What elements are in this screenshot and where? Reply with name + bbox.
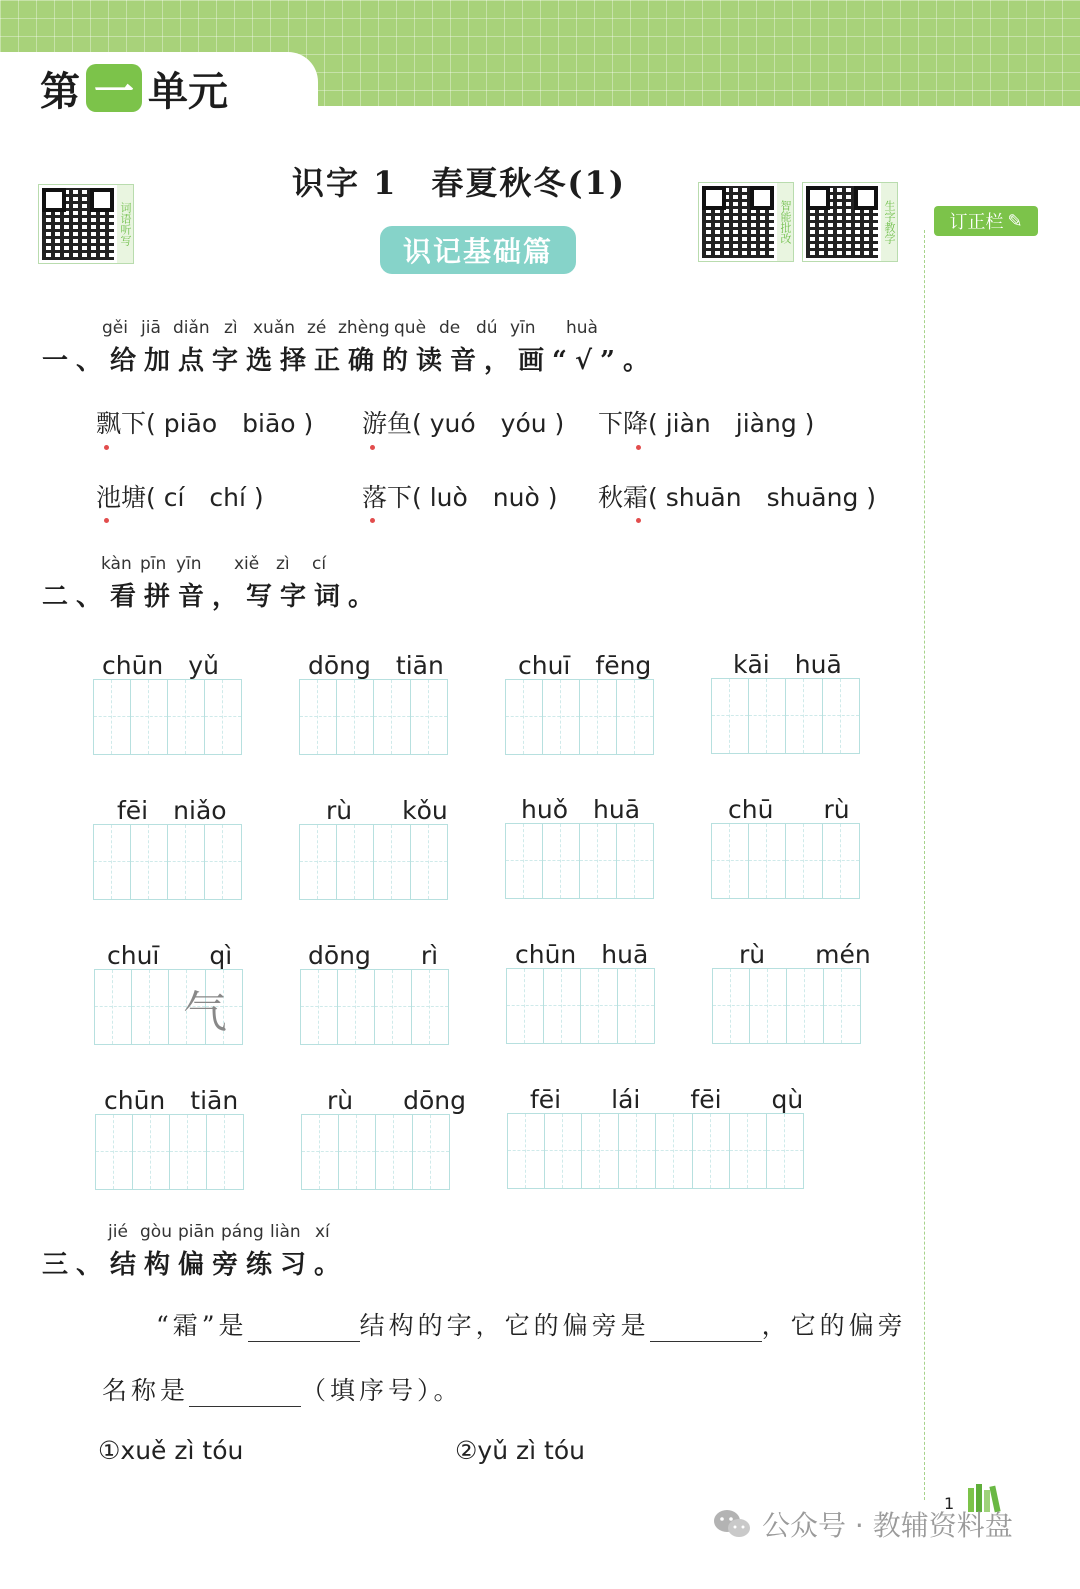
- question-instruction: 给加点字选择正确的读音，画“√”。: [110, 346, 658, 376]
- pinyin: zì: [276, 554, 290, 574]
- pinyin-syllable: kǒu: [402, 796, 448, 825]
- pinyin-syllable: rì: [420, 941, 439, 970]
- qr-label: 词语听写: [117, 185, 133, 263]
- pinyin-prompt: [308, 936, 438, 972]
- lesson-section-badge: 识记基础篇: [380, 226, 576, 274]
- pinyin-syllable: qì: [209, 941, 233, 970]
- pinyin-syllable: rù: [326, 796, 353, 825]
- pinyin-prompt: [728, 790, 850, 826]
- pinyin: xuǎn: [253, 318, 296, 338]
- pinyin-syllable: tiān: [190, 1086, 239, 1115]
- pinyin-syllable: rù: [823, 795, 850, 824]
- pinyin-syllable: huā: [794, 650, 842, 679]
- pinyin: dú: [476, 318, 498, 338]
- choice-word: 游鱼: [362, 409, 413, 438]
- pinyin: gěi: [102, 318, 128, 338]
- writing-grid[interactable]: [711, 678, 860, 754]
- q1-heading: [42, 340, 657, 377]
- question-number: 三、: [42, 1250, 111, 1280]
- pinyin: zhèng: [338, 318, 390, 338]
- pinyin: xiě: [234, 554, 260, 574]
- pinyin-syllable: chūn: [515, 940, 577, 969]
- qr-code-teaching[interactable]: [802, 182, 898, 262]
- pinyin: huà: [566, 318, 598, 338]
- question-number: 一、: [42, 346, 111, 376]
- reading-choice-item: [598, 478, 876, 514]
- pinyin-syllable: fēi: [530, 1085, 562, 1114]
- emphasis-dot: [104, 518, 109, 523]
- q3-text: ，它的偏旁: [761, 1311, 907, 1340]
- pinyin-syllable: huǒ: [521, 795, 568, 824]
- pinyin-prompt: [739, 935, 871, 971]
- qr-code-icon: [803, 183, 881, 261]
- pinyin: què: [394, 318, 427, 338]
- question-instruction: 结构偏旁练习。: [110, 1250, 349, 1280]
- handwritten-character: 气: [183, 987, 227, 1038]
- pinyin-prompt: [521, 790, 640, 826]
- pinyin-syllable: huā: [593, 795, 641, 824]
- pinyin: diǎn: [173, 318, 210, 338]
- pinyin: xí: [315, 1222, 330, 1242]
- q3-text: 名称是: [102, 1376, 190, 1405]
- writing-grid[interactable]: [299, 824, 448, 900]
- pinyin-syllable: rù: [327, 1086, 354, 1115]
- pinyin-syllable: mén: [815, 940, 871, 969]
- pinyin: kàn: [101, 554, 132, 574]
- pinyin-syllable: dōng: [403, 1086, 467, 1115]
- q2-pinyin-row: [0, 554, 900, 576]
- pinyin-syllable: yǔ: [188, 651, 219, 680]
- pinyin-prompt: [530, 1080, 803, 1116]
- q3-pinyin-row: [0, 1222, 900, 1244]
- unit-prefix: 第: [40, 67, 80, 115]
- correction-column-divider: [924, 230, 925, 1500]
- pinyin: zì: [224, 318, 238, 338]
- correction-tag-label: 订正栏: [949, 212, 1004, 233]
- pinyin: páng: [221, 1222, 264, 1242]
- answer-blank[interactable]: [189, 1382, 301, 1407]
- pencil-icon: ✎: [1007, 210, 1023, 232]
- emphasis-dot: [636, 518, 641, 523]
- lesson-title: 识字 1 春夏秋冬(1): [292, 164, 626, 202]
- pinyin: jié: [108, 1222, 128, 1242]
- writing-grid[interactable]: [505, 679, 654, 755]
- pinyin-prompt: [327, 1081, 466, 1117]
- choice-word: 池塘: [96, 483, 147, 512]
- pinyin-prompt: [518, 646, 651, 682]
- choice-options[interactable]: ( luò nuò ): [412, 483, 558, 512]
- writing-grid[interactable]: [95, 1114, 244, 1190]
- reading-choice-item: [362, 478, 558, 514]
- reading-choice-item: [598, 404, 814, 440]
- pinyin: piān: [178, 1222, 215, 1242]
- writing-grid[interactable]: [300, 969, 449, 1045]
- pinyin-syllable: fēi: [117, 796, 149, 825]
- writing-grid[interactable]: [93, 679, 242, 755]
- pinyin: yīn: [176, 554, 202, 574]
- emphasis-dot: [370, 518, 375, 523]
- pinyin-prompt: [515, 935, 648, 971]
- qr-code-icon: [39, 185, 117, 263]
- pinyin-syllable: chuī: [107, 941, 160, 970]
- choice-word: 秋霜: [598, 483, 649, 512]
- writing-grid[interactable]: [505, 823, 654, 899]
- choice-word: 飘下: [96, 409, 147, 438]
- choice-options[interactable]: ( cí chí ): [146, 483, 264, 512]
- pinyin-syllable: chuī: [518, 651, 571, 680]
- pinyin-prompt: [733, 645, 842, 681]
- question-instruction: 看拼音，写字词。: [110, 582, 383, 612]
- q2-heading: [42, 576, 382, 613]
- pinyin-prompt: [117, 791, 227, 827]
- choice-options[interactable]: ( piāo biāo ): [146, 409, 314, 438]
- q3-heading: [42, 1244, 348, 1281]
- q3-line-1: [156, 1306, 907, 1342]
- emphasis-dot: [104, 445, 109, 450]
- pinyin-prompt: [104, 1081, 238, 1117]
- pinyin-syllable: tiān: [395, 651, 444, 680]
- writing-grid[interactable]: [299, 679, 448, 755]
- q3-line-2: [102, 1371, 463, 1407]
- pinyin-syllable: chūn: [102, 651, 164, 680]
- qr-code-icon: [699, 183, 777, 261]
- reading-choice-item: [96, 478, 264, 514]
- writing-grid[interactable]: [93, 824, 242, 900]
- pinyin-syllable: niǎo: [173, 796, 227, 825]
- emphasis-dot: [370, 445, 375, 450]
- option-1[interactable]: ①xuě zì tóu: [98, 1436, 244, 1465]
- writing-grid[interactable]: [507, 1113, 804, 1189]
- watermark: [712, 1504, 1013, 1544]
- choice-word: 下降: [598, 409, 649, 438]
- writing-grid[interactable]: [301, 1114, 450, 1190]
- pinyin: liàn: [270, 1222, 301, 1242]
- q3-text: 结构的字，它的偏旁是: [359, 1311, 650, 1340]
- pinyin-syllable: qù: [771, 1085, 804, 1114]
- pinyin-syllable: fēi: [690, 1085, 722, 1114]
- pinyin-syllable: huā: [601, 940, 649, 969]
- pinyin: cí: [312, 554, 327, 574]
- answer-blank[interactable]: [650, 1317, 762, 1342]
- pinyin: de: [439, 318, 461, 338]
- writing-grid[interactable]: [506, 968, 655, 1044]
- writing-grid[interactable]: [711, 823, 860, 899]
- emphasis-dot: [636, 445, 641, 450]
- pinyin: pīn: [140, 554, 167, 574]
- pinyin-prompt: [107, 936, 232, 972]
- option-2[interactable]: ②yǔ zì tóu: [455, 1436, 585, 1465]
- reading-choice-item: [362, 404, 564, 440]
- q1-pinyin-row: [0, 318, 900, 340]
- q3-text: “霜”是: [156, 1311, 248, 1340]
- question-number: 二、: [42, 582, 111, 612]
- pinyin: yīn: [510, 318, 536, 338]
- pinyin-syllable: dōng: [308, 941, 371, 970]
- pinyin-syllable: chūn: [104, 1086, 166, 1115]
- q3-text: （填序号）。: [301, 1376, 463, 1405]
- pinyin-syllable: kāi: [733, 650, 770, 679]
- choice-options[interactable]: ( jiàn jiàng ): [648, 409, 815, 438]
- pinyin-syllable: chū: [728, 795, 774, 824]
- writing-grid[interactable]: [712, 968, 861, 1044]
- choice-word: 落下: [362, 483, 413, 512]
- correction-column-tag: [934, 206, 1038, 236]
- reading-choice-item: [96, 404, 313, 440]
- pinyin-syllable: dōng: [308, 651, 371, 680]
- qr-code-grading[interactable]: [698, 182, 794, 262]
- watermark-text: 公众号 · 教辅资料盘: [762, 1509, 1013, 1542]
- pinyin: zé: [307, 318, 327, 338]
- qr-code-dictation[interactable]: [38, 184, 134, 264]
- choice-options[interactable]: ( shuān shuāng ): [648, 483, 877, 512]
- answer-blank[interactable]: [248, 1317, 360, 1342]
- pinyin-prompt: [326, 791, 448, 827]
- wechat-icon: [712, 1508, 752, 1540]
- qr-label: 生字教学: [881, 183, 897, 261]
- pinyin-syllable: fēng: [595, 651, 652, 680]
- unit-suffix: 单元: [148, 67, 228, 115]
- pinyin-prompt: [102, 646, 219, 682]
- pinyin-syllable: rù: [739, 940, 766, 969]
- pinyin: jiā: [141, 318, 161, 338]
- unit-number-badge: 一: [86, 64, 142, 112]
- pinyin: gòu: [140, 1222, 172, 1242]
- choice-options[interactable]: ( yuó yóu ): [412, 409, 565, 438]
- qr-label: 智能批改: [777, 183, 793, 261]
- pinyin-syllable: lái: [611, 1085, 641, 1114]
- page-number: 1: [944, 1494, 955, 1513]
- unit-title: [40, 60, 228, 116]
- pinyin-prompt: [308, 646, 444, 682]
